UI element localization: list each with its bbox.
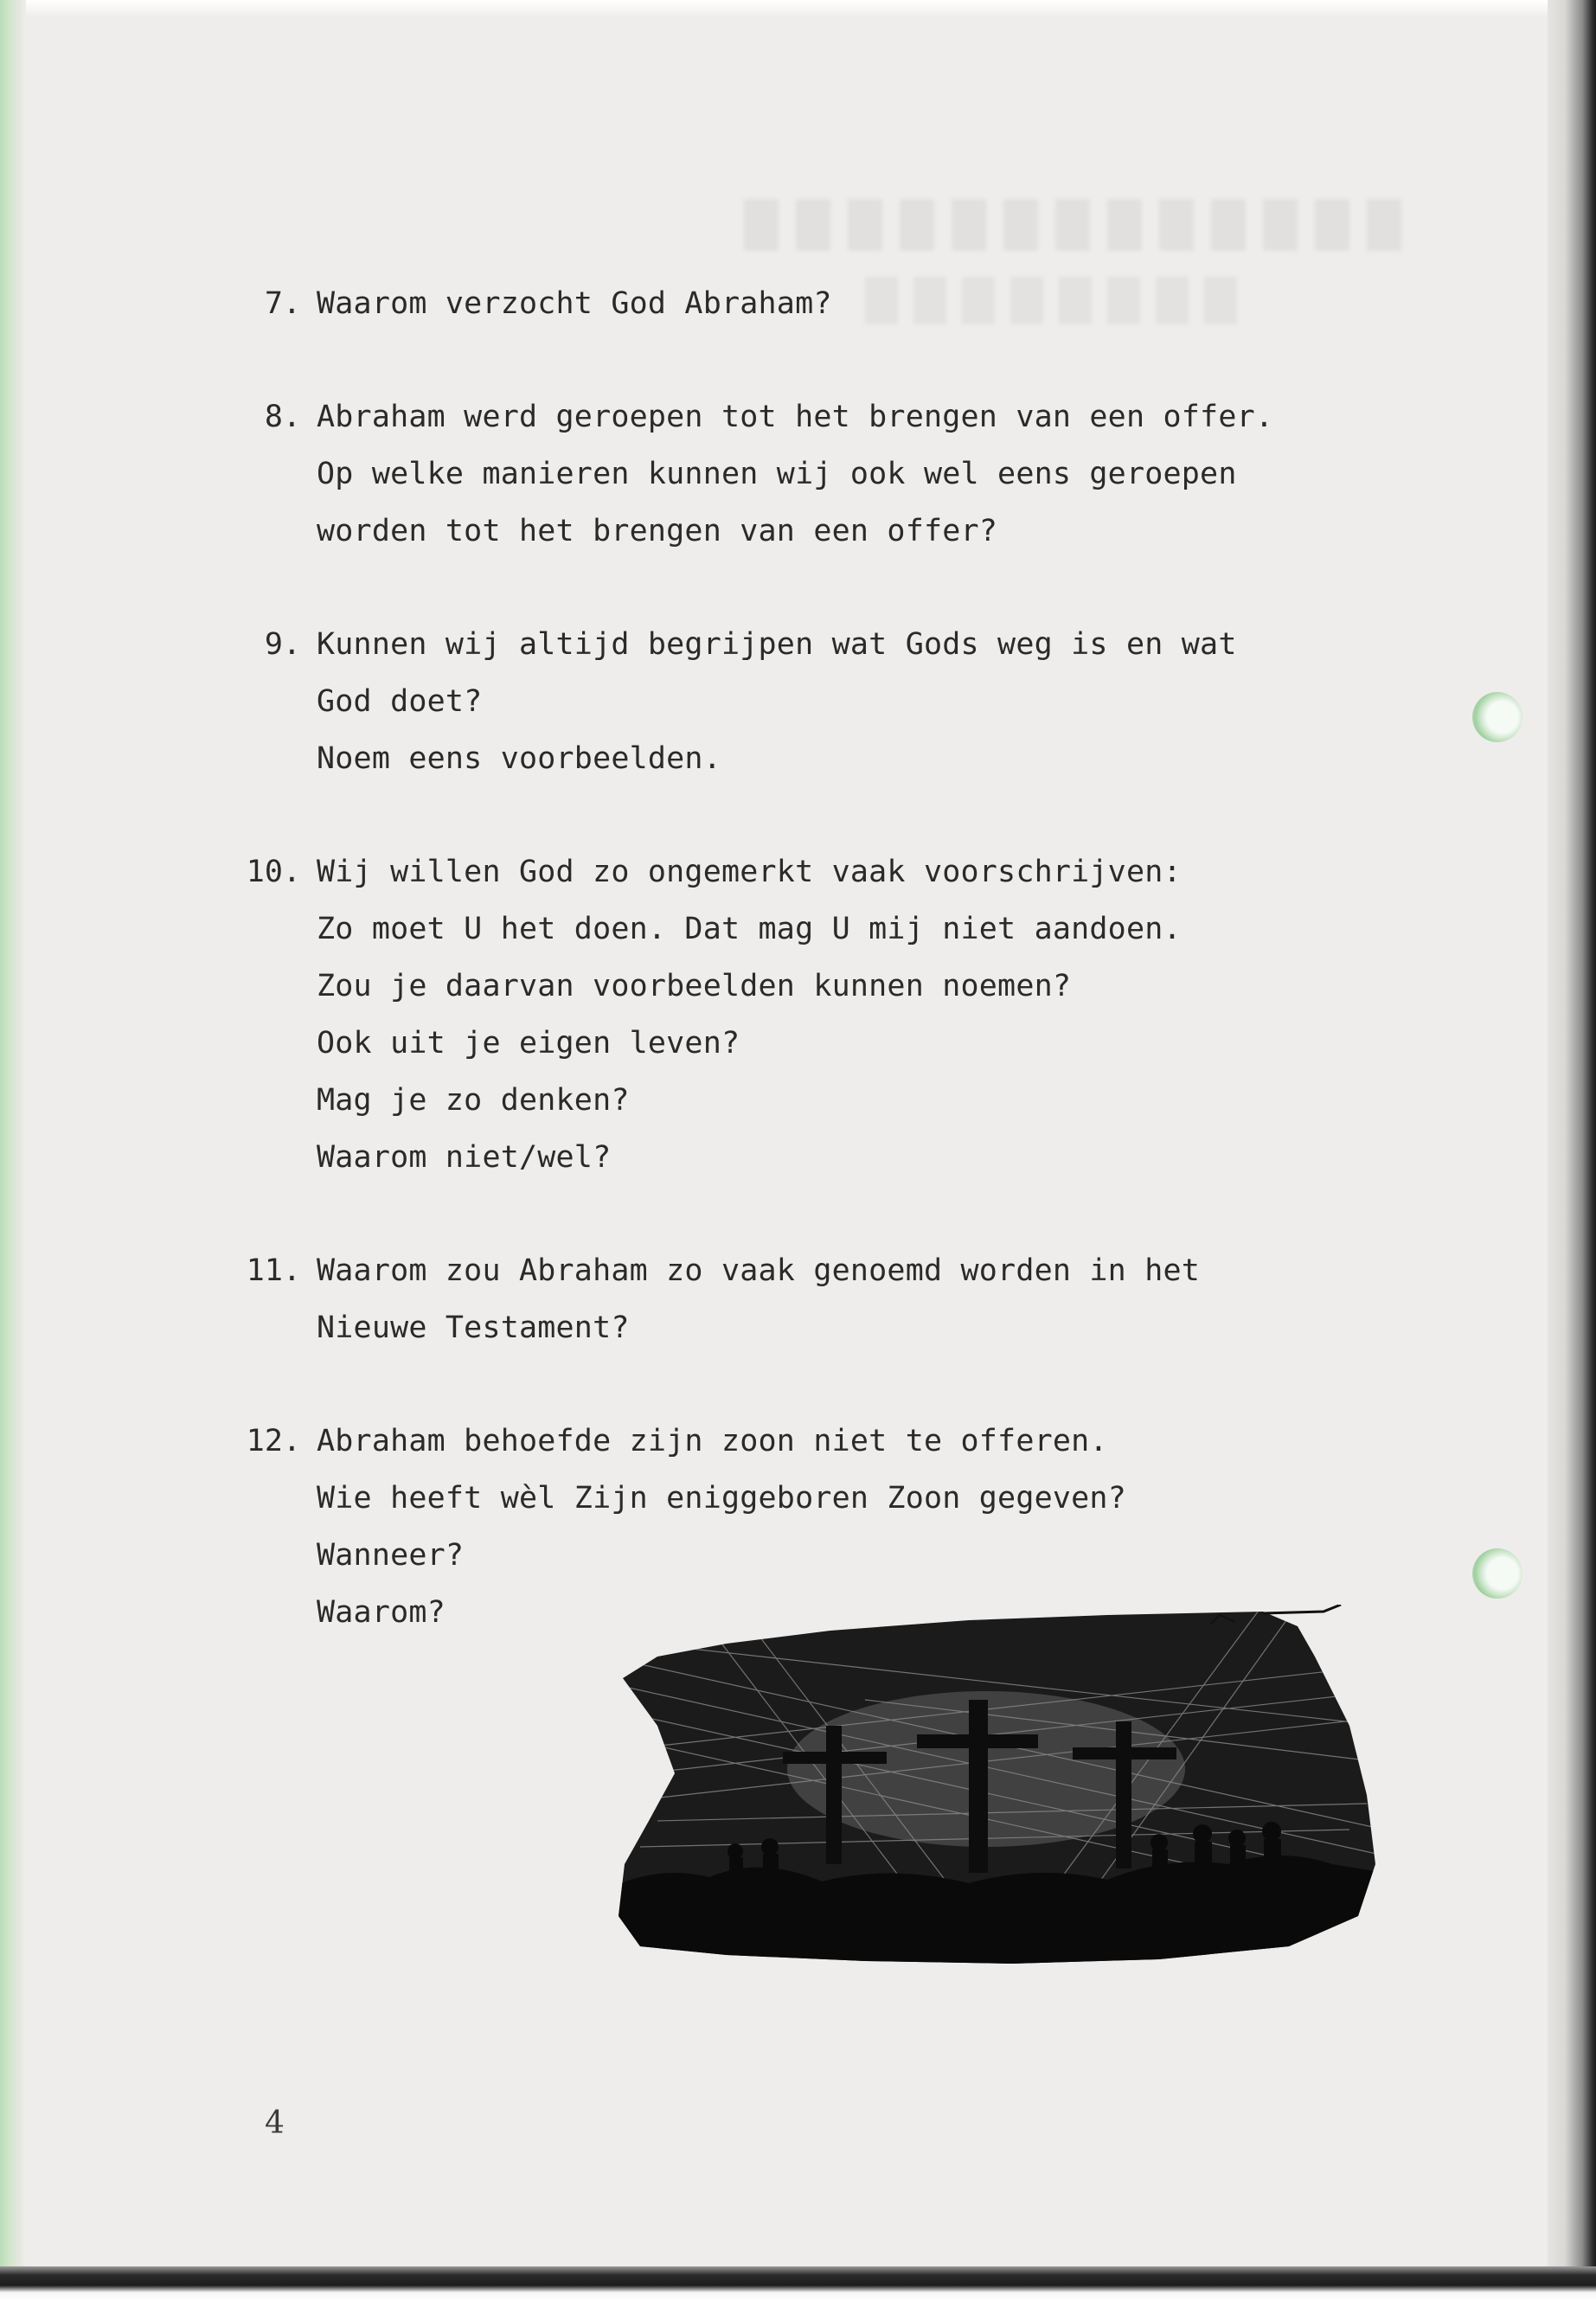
- question-number: 7.: [264, 286, 301, 321]
- question-line: Waarom?: [317, 1595, 445, 1630]
- question-line: worden tot het brengen van een offer?: [317, 514, 998, 548]
- question-9: [234, 616, 1358, 787]
- punch-hole-upper: [1472, 692, 1522, 742]
- question-number: 11.: [246, 1253, 301, 1288]
- crucifixion-sketch-illustration: [606, 1605, 1384, 1977]
- question-line: Abraham behoefde zijn zoon niet te offeren.: [317, 1424, 1108, 1458]
- question-list: [234, 275, 1358, 1697]
- question-line: Wij willen God zo ongemerkt vaak voorschrijven:: [317, 855, 1182, 889]
- question-line: Zo moet U het doen. Dat mag U mij niet aandoen.: [317, 912, 1182, 946]
- bleed-through-title: [744, 199, 1401, 251]
- question-line: Ook uit je eigen leven?: [317, 1026, 740, 1061]
- question-number: 12.: [246, 1424, 301, 1458]
- page-binding-edge: [0, 0, 26, 2301]
- punch-hole-lower: [1472, 1548, 1522, 1599]
- page-top-edge: [0, 0, 1596, 17]
- page-bottom-edge: [0, 2266, 1596, 2301]
- question-line: God doet?: [317, 684, 483, 719]
- question-number: 8.: [264, 400, 301, 434]
- question-line: Waarom zou Abraham zo vaak genoemd worden in het: [317, 1253, 1201, 1288]
- question-8: [234, 388, 1358, 560]
- question-10: [234, 843, 1358, 1186]
- question-line: Wie heeft wèl Zijn eniggeboren Zoon gegeven?: [317, 1481, 1126, 1516]
- question-line: Zou je daarvan voorbeelden kunnen noemen?: [317, 969, 1072, 1003]
- question-line: Wanneer?: [317, 1538, 465, 1573]
- question-number: 9.: [264, 627, 301, 662]
- question-line: Waarom verzocht God Abraham?: [317, 286, 832, 321]
- question-line: Abraham werd geroepen tot het brengen van een offer.: [317, 400, 1274, 434]
- question-line: Nieuwe Testament?: [317, 1311, 630, 1345]
- page-right-edge: [1548, 0, 1596, 2301]
- question-line: Waarom niet/wel?: [317, 1140, 612, 1175]
- question-number: 10.: [246, 855, 301, 889]
- question-7: [234, 275, 1358, 332]
- question-line: Op welke manieren kunnen wij ook wel eens geroepen: [317, 457, 1237, 491]
- question-line: Kunnen wij altijd begrijpen wat Gods weg is en wat: [317, 627, 1237, 662]
- question-line: Mag je zo denken?: [317, 1083, 630, 1118]
- page-number: 4: [265, 2106, 285, 2141]
- question-line: Noem eens voorbeelden.: [317, 741, 721, 776]
- question-11: [234, 1242, 1358, 1356]
